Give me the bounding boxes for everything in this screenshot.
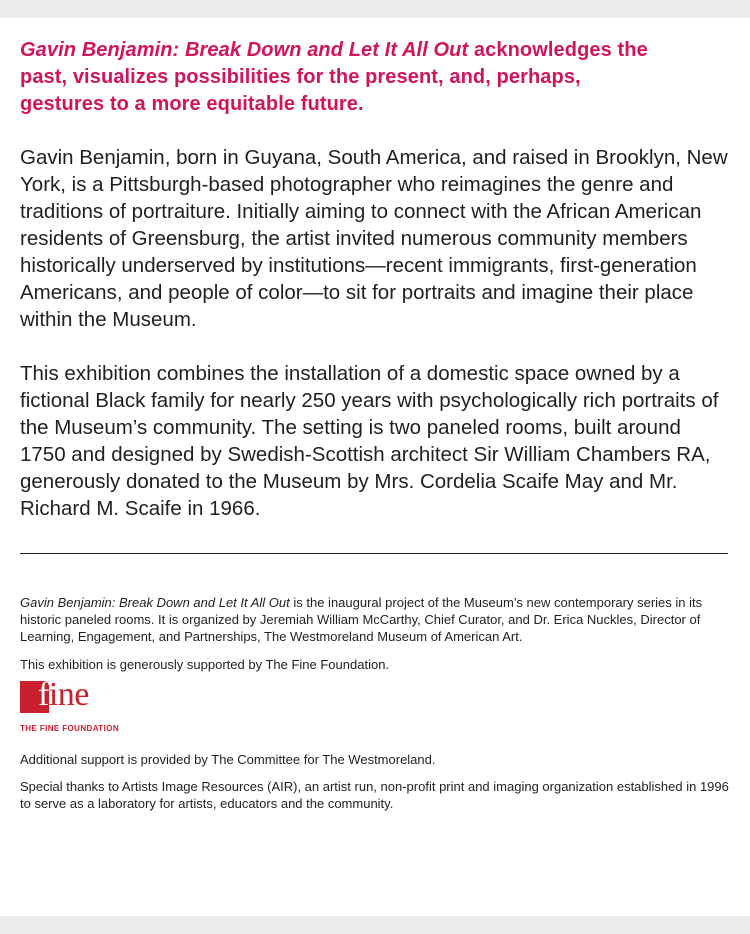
- fine-foundation-logo: [20, 676, 130, 741]
- wall-text-panel: [0, 18, 750, 916]
- headline-text: acknowledges the past, visualizes possibilities for the present, and, perhaps, gestures to a more equitable future.: [20, 39, 648, 115]
- credits-project: [20, 594, 730, 645]
- credits-project-text: is the inaugural project of the Museum’s new contemporary series in its historic paneled rooms. It is organized by Jeremiah William McCarthy, Chief Curator, and Dr. Erica Nuckles, Director of Learning, Engagement, and Partnerships, The Westmoreland Museum of American Art.: [20, 595, 703, 644]
- credits-special-thanks: Special thanks to Artists Image Resources (AIR), an artist run, non-profit print and imaging organization established in 1996 to serve as a laboratory for artists, educators and the community.: [20, 779, 729, 811]
- credits-support: This exhibition is generously supported by The Fine Foundation.: [20, 657, 390, 672]
- credits-additional-support: Additional support is provided by The Committee for The Westmoreland.: [20, 752, 436, 767]
- body-paragraph-exhibition: This exhibition combines the installation of a domestic space owned by a fictional Black family for nearly 250 years with psychologically rich portraits of the Museum’s community. The setting is two paneled rooms, built around 1750 and designed by Swedish-Scottish architect Sir William Chambers RA, generously donated to the Museum by Mrs. Cordelia Scaife May and Mr. Richard M. Scaife in 1966.: [20, 362, 719, 520]
- headline-exhibition-title: Gavin Benjamin: Break Down and Let It All Out: [20, 39, 469, 61]
- section-divider: [20, 553, 728, 554]
- logo-letters-ine: ine: [48, 676, 89, 713]
- body-paragraph-artist: Gavin Benjamin, born in Guyana, South America, and raised in Brooklyn, New York, is a Pittsburgh-based photographer who reimagines the genre and traditions of portraiture. Initially aiming to connect with the African American residents of Greensburg, the artist invited numerous community members historically underserved by institutions—recent immigrants, first-generation Americans, and people of color—to sit for portraits and imagine their place within the Museum.: [20, 146, 728, 331]
- logo-wordmark: [38, 675, 89, 715]
- headline: [20, 37, 660, 118]
- credits-section: [20, 594, 730, 812]
- credits-exhibition-title: Gavin Benjamin: Break Down and Let It All Out: [20, 595, 290, 610]
- logo-caption: THE FINE FOUNDATION: [20, 724, 120, 733]
- logo-letter-f: f: [38, 676, 49, 713]
